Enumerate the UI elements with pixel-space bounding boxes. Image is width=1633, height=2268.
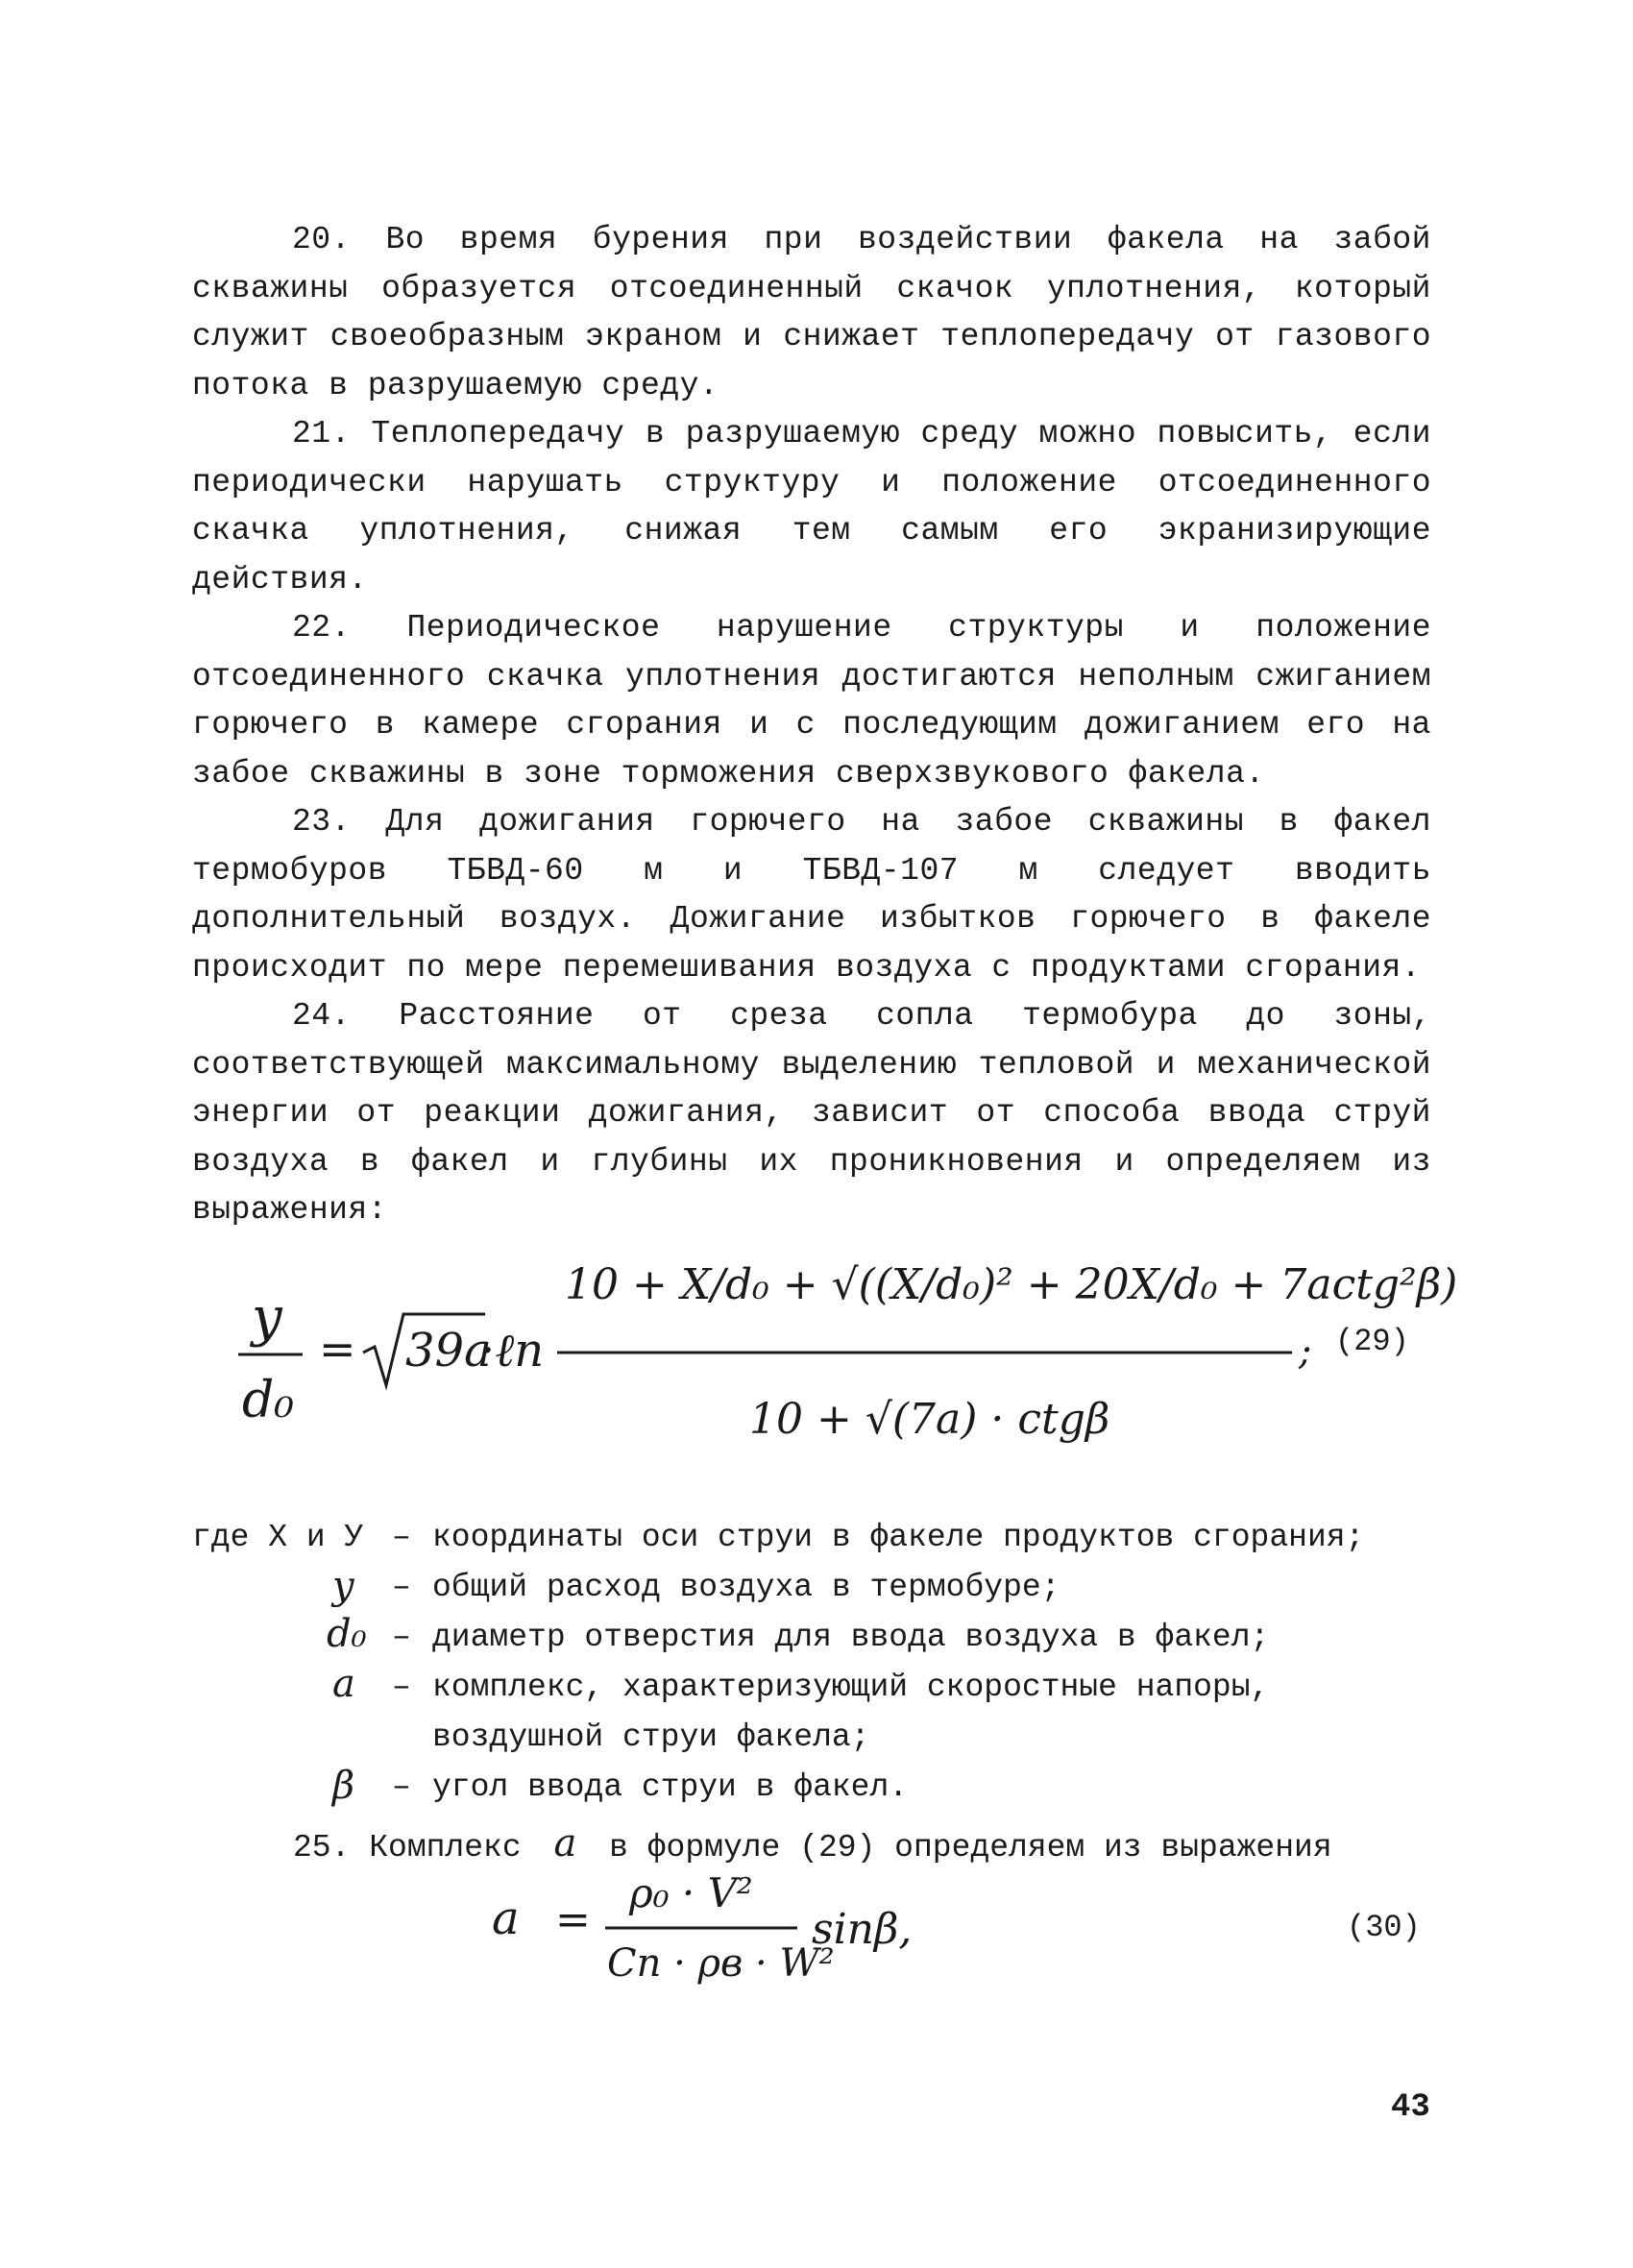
paragraph-25-end: в формуле (29) определяем из выражения [609, 1830, 1332, 1866]
formula-29 [0, 1230, 1633, 1479]
formula-30-numerator: ρ₀ · V² [629, 1869, 753, 1916]
definition-row [192, 1613, 1441, 1663]
formula-29-sqrt-coef: 39a [405, 1324, 492, 1378]
formula-30-denominator: Cп · ρв · W² [607, 1941, 835, 1986]
paragraph-23: 23. Для дожигания горючего на забое скважины в факел термобуров ТБВД-60 м и ТБВД-107 м следует вводить дополнительный воздух. Дожигание избытков горючего в факеле происходит по мере перемешивания воздуха с продуктами сгорания. [192, 804, 1431, 986]
formula-30-equals: = [555, 1895, 591, 1944]
formula-30-tail: sinβ, [812, 1905, 913, 1954]
definition-row [192, 1513, 1441, 1563]
paragraph-21: 21. Теплопередачу в разрушаемую среду можно повысить, если периодически нарушать структуру и положение отсоединенного скачка уплотнения, снижая тем самым его экранизирующие действия. [192, 416, 1431, 597]
formula-29-denominator: 10 + √(7a) · ctgβ [749, 1395, 1110, 1444]
formula-29-numerator: 10 + X/d₀ + √((X/d₀)² + 20X/d₀ + 7actg²β) [565, 1260, 1458, 1309]
definition-dash: – [392, 1570, 411, 1605]
definition-dash: – [392, 1769, 411, 1805]
formula-29-semicolon: ; [1299, 1329, 1312, 1374]
paragraph-25-start: 25. Комплекс [293, 1830, 522, 1866]
definition-symbol: d₀ [327, 1612, 367, 1656]
definition-text: общий расход воздуха в термобуре; [432, 1570, 1060, 1605]
formula-29-ln: ·ℓn [480, 1324, 545, 1378]
formula-29-lhs-denominator: d₀ [242, 1372, 295, 1429]
definition-dash: – [392, 1670, 411, 1705]
formula-30-lhs: a [492, 1891, 520, 1945]
definition-text: комплекс, характеризующий скоростные напоры, воздушной струи факела; [432, 1670, 1270, 1755]
page-number: 43 [1391, 2089, 1430, 2126]
definition-symbol: a [332, 1662, 355, 1706]
definition-symbol: y [332, 1564, 354, 1608]
paragraph-24: 24. Расстояние от среза сопла термобура до зоны, соответствующей максимальному выделению тепловой и механической энергии от реакции дожигания, зависит от способа ввода струй воздуха в факел и глубины их проникновения и определяем из выражения: [192, 998, 1431, 1228]
definition-row [192, 1763, 1441, 1813]
definition-dash: – [392, 1520, 411, 1555]
paragraph-25-symbol: a [553, 1821, 577, 1866]
formula-29-equals: = [319, 1323, 356, 1375]
formula-29-lhs-numerator: y [252, 1286, 282, 1349]
formula-29-number: (29) [1335, 1324, 1409, 1359]
definitions-list [192, 1513, 1441, 1813]
definitions-intro: где X и У [192, 1520, 364, 1555]
paragraph-22: 22. Периодическое нарушение структуры и положение отсоединенного скачка уплотнения достигаются неполным сжиганием горючего в камере сгорания и с последующим дожиганием его на забое скважины в зоне торможения сверхзвукового факела. [192, 610, 1431, 792]
paragraph-20: 20. Во время бурения при воздействии факела на забой скважины образуется отсоединенный скачок уплотнения, который служит своеобразным экраном и снижает теплопередачу от газового потока в разрушаемую среду. [192, 222, 1431, 403]
body-text [192, 216, 1431, 1235]
formula-30-number: (30) [1347, 1910, 1421, 1945]
definition-dash: – [392, 1620, 411, 1655]
definition-text: диаметр отверстия для ввода воздуха в факел; [432, 1620, 1270, 1655]
definition-row [192, 1663, 1441, 1763]
formula-30 [0, 1859, 1633, 2003]
definition-text: координаты оси струи в факеле продуктов сгорания; [432, 1520, 1365, 1555]
definition-row [192, 1563, 1441, 1613]
definition-symbol: β [332, 1764, 355, 1808]
definition-text: угол ввода струи в факел. [432, 1769, 909, 1805]
